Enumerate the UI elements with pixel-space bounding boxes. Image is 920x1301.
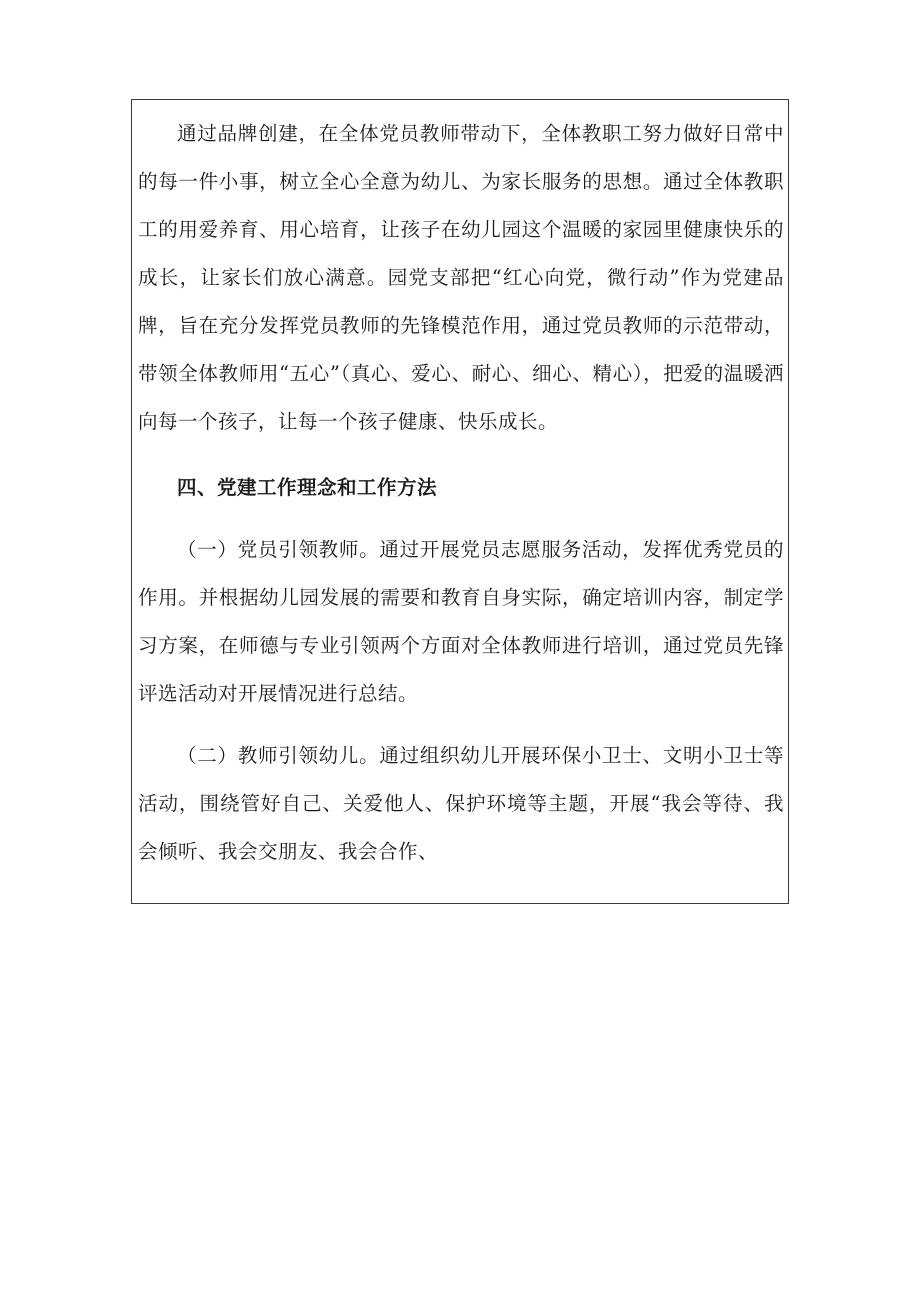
document-frame xyxy=(131,99,789,904)
document-body xyxy=(138,110,784,876)
section-heading: 四、党建工作理念和工作方法 xyxy=(177,476,438,499)
item-one-paragraph: （一）党员引领教师。通过开展党员志愿服务活动，发挥优秀党员的作用。并根据幼儿园发展的需要和教育自身实际，确定培训内容，制定学习方案，在师德与专业引领两个方面对全体教师进行培训，通过党员先锋评选活动对开展情况进行总结。 xyxy=(138,538,784,705)
item-two-paragraph: （二）教师引领幼儿。通过组织幼儿开展环保小卫士、文明小卫士等活动，围绕管好自己、关爱他人、保护环境等主题，开展“我会等待、我会倾听、我会交朋友、我会合作、 xyxy=(138,744,784,863)
intro-paragraph: 通过品牌创建，在全体党员教师带动下，全体教职工努力做好日常中的每一件小事，树立全心全意为幼儿、为家长服务的思想。通过全体教职工的用爱养育、用心培育，让孩子在幼儿园这个温暖的家园里健康快乐的成长，让家长们放心满意。园党支部把“红心向党，微行动”作为党建品牌，旨在充分发挥党员教师的先锋模范作用，通过党员教师的示范带动，带领全体教师用“五心”（真心、爱心、耐心、细心、精心），把爱的温暖洒向每一个孩子，让每一个孩子健康、快乐成长。 xyxy=(138,122,784,433)
